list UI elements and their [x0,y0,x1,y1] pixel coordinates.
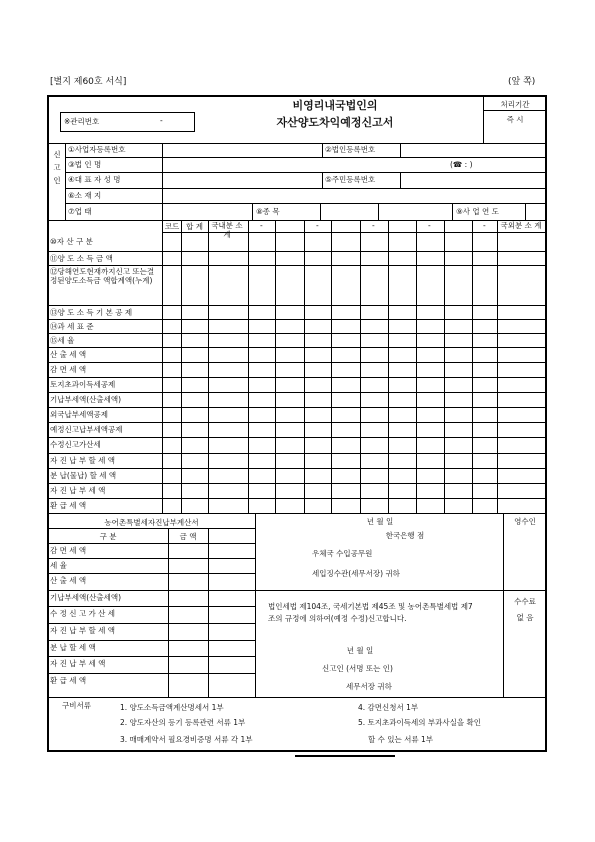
declaration-recipient: 세무서장 귀하 [346,682,392,691]
special-tax-row-label: 자 진 납 부 세 액 [50,659,106,668]
special-tax-header-line [48,543,255,544]
receipt-bank: 한국은행 점 [385,531,425,540]
resident-registration-number-label: ⑤주민등록번호 [325,175,376,184]
processing-period-value: 즉 시 [506,115,524,124]
code-header: 코드 [164,222,180,231]
special-tax-row-line [48,623,255,624]
address-label: ⑥소 재 지 [68,191,102,200]
grid-row-label: 자 진 납 부 세 액 [50,486,106,495]
domestic-subtotal-header: 국내분 소 계 [211,221,243,239]
attachment-item-5: 5. 토지초과이득세의 부과사실을 확인 [358,718,481,727]
attachment-item-5-cont: 할 수 있는 서류 1부 [368,735,434,744]
grid-column-line [388,220,389,513]
grid-row-label: 분 납(물납) 할 세 액 [50,471,117,480]
grid-column-line [416,220,417,513]
phone-label: (☎ : ) [450,160,473,169]
grid-row-line [48,407,546,408]
grid-row-label: ⑭과 세 표 준 [50,322,94,331]
grid-row-line [48,347,546,348]
special-tax-row-label: 세 율 [50,561,67,570]
attachments-label: 구비서류 [62,701,91,710]
grid-column-line [497,220,498,513]
fee-label: 수수료 [514,597,536,606]
receipt-date: 년 월 일 [366,517,394,526]
special-tax-row-line [48,673,255,674]
grid-header-dash: - [260,221,263,230]
form-title-line2: 자산양도차익예정신고서 [276,116,394,129]
grid-row-line [48,392,546,393]
grid-row-line [48,377,546,378]
special-tax-row-line [48,606,255,607]
grid-row-line [48,305,546,306]
grid-row-line [48,513,546,514]
special-tax-row-label: 자 진 납 부 할 세 액 [50,626,116,635]
attachment-item-3: 3. 매매계약서 필요경비증명 서류 각 1부 [120,735,253,744]
grid-column-line [331,220,332,513]
grid-column-line [162,220,163,513]
grid-column-line [444,220,445,513]
grid-header-dash: - [428,221,431,230]
form-title-line1: 비영리내국법인의 [292,99,378,112]
attachment-item-2: 2. 양도자산의 등기 등록관련 서류 1부 [120,718,246,727]
grid-row-line [48,319,546,320]
total-header: 합 계 [186,222,203,231]
grid-column-line [208,220,209,513]
receipt-officer: 세입징수관(세무서장) 귀하 [312,569,400,578]
business-item-label: ⑧종 목 [256,207,280,216]
special-tax-row-line [48,558,255,559]
business-registration-number-label: ①사업자등록번호 [68,145,126,154]
lower-right-split [503,513,504,697]
declarant-signature: 신고인 (서명 또는 인) [322,664,393,673]
lower-split [255,513,256,697]
declaration-date: 년 월 일 [346,646,374,655]
grid-column-line [472,220,473,513]
special-tax-row-label: 기납부세액(산출세액) [50,593,122,602]
asset-class-header: ⑩자 산 구 분 [50,237,93,246]
corporate-registration-number-label: ②법인등록번호 [325,145,376,154]
applicant-label-1: 신 [53,150,61,159]
special-tax-title: 농어촌특별세자진납부계산서 [104,518,199,527]
attachment-item-1: 1. 양도소득금액계산명세서 1부 [120,703,224,712]
management-number-label: ※관리번호 [64,117,100,126]
grid-column-line [248,220,249,513]
grid-row-label: 환 급 세 액 [50,501,87,510]
grid-header-dash: - [316,221,319,230]
grid-row-line [48,468,546,469]
special-tax-class-header: 구 분 [99,532,117,541]
grid-row-label: 감 면 세 액 [50,365,87,374]
declaration-text: 법인세법 제104조, 국세기본법 제45조 및 농어촌특별세법 제7조의 규정에 의하여(예정 수정)신고합니다. [268,602,473,623]
grid-row-label: 자 진 납 부 할 세 액 [50,456,116,465]
special-tax-amount-header: 금 액 [179,532,197,541]
applicant-label-3: 인 [53,176,61,185]
corporation-name-label: ③법 인 명 [68,160,102,169]
grid-row-line [48,453,546,454]
grid-row-line [48,333,546,334]
grid-row-label: ⑬양 도 소 득 기 본 공 제 [50,308,133,317]
grid-row-line [48,483,546,484]
receipt-bottom-line [255,590,546,591]
applicant-label-2: 고 [53,163,61,172]
business-type-label: ⑦업 태 [68,207,92,216]
grid-column-line [360,220,361,513]
special-tax-col-line [208,528,209,697]
fee-value: 없 음 [516,613,534,622]
foreign-subtotal-header: 국외분 소 계 [500,221,542,230]
special-tax-row-label: 수 정 신 고 가 산 세 [50,609,116,618]
special-tax-row-line [48,590,255,591]
representative-name-label: ④대 표 자 성 명 [68,175,121,184]
receipt-seal-label: 영수인 [514,517,536,526]
grid-row-label: 토지초과이득세공제 [50,380,116,389]
special-tax-title-line [48,528,255,529]
special-tax-row-line [48,656,255,657]
special-tax-row-line [48,573,255,574]
grid-row-label: 산 출 세 액 [50,350,87,359]
special-tax-col-line [168,528,169,697]
attachment-item-4: 4. 감면신청서 1부 [358,703,419,712]
grid-header-dash: - [372,221,375,230]
processing-period-label: 처리기간 [500,100,530,109]
page-side: (앞 쪽) [508,77,536,87]
business-year-label: ⑨사 업 연 도 [456,207,499,216]
grid-column-line [275,220,276,513]
management-number-value: - [160,116,163,125]
special-tax-row-label: 환 급 세 액 [50,676,87,685]
grid-row-label: ⑫당해연도현재까지신고 또는결정된양도소득금 액합계액(누계) [50,267,155,285]
special-tax-row-label: 분 납 할 세 액 [50,643,96,652]
grid-row-label: 외국납부세액공제 [50,410,108,419]
grid-column-line [181,220,182,513]
form-reference: [별지 제60호 서식] [50,77,127,87]
special-tax-row-label: 감 면 세 액 [50,546,87,555]
grid-row-label: ⑮세 율 [50,336,75,345]
grid-header-dash: - [483,221,486,230]
special-tax-row-label: 산 출 세 액 [50,576,87,585]
grid-row-label: 예정신고납부세액공제 [50,425,123,434]
grid-row-line [48,422,546,423]
grid-row-label: 기납부세액(산출세액) [50,395,122,404]
grid-column-line [304,220,305,513]
grid-row-line [48,265,546,266]
grid-row-line [48,362,546,363]
grid-row-line [48,498,546,499]
grid-row-line [48,437,546,438]
grid-row-label: 수정신고가산세 [50,440,101,449]
receipt-post-office: 우체국 수입공무원 [312,549,373,558]
grid-row-label: ⑪양 도 소 득 금 액 [50,254,113,263]
attachments-top-line [48,697,546,698]
special-tax-row-line [48,640,255,641]
